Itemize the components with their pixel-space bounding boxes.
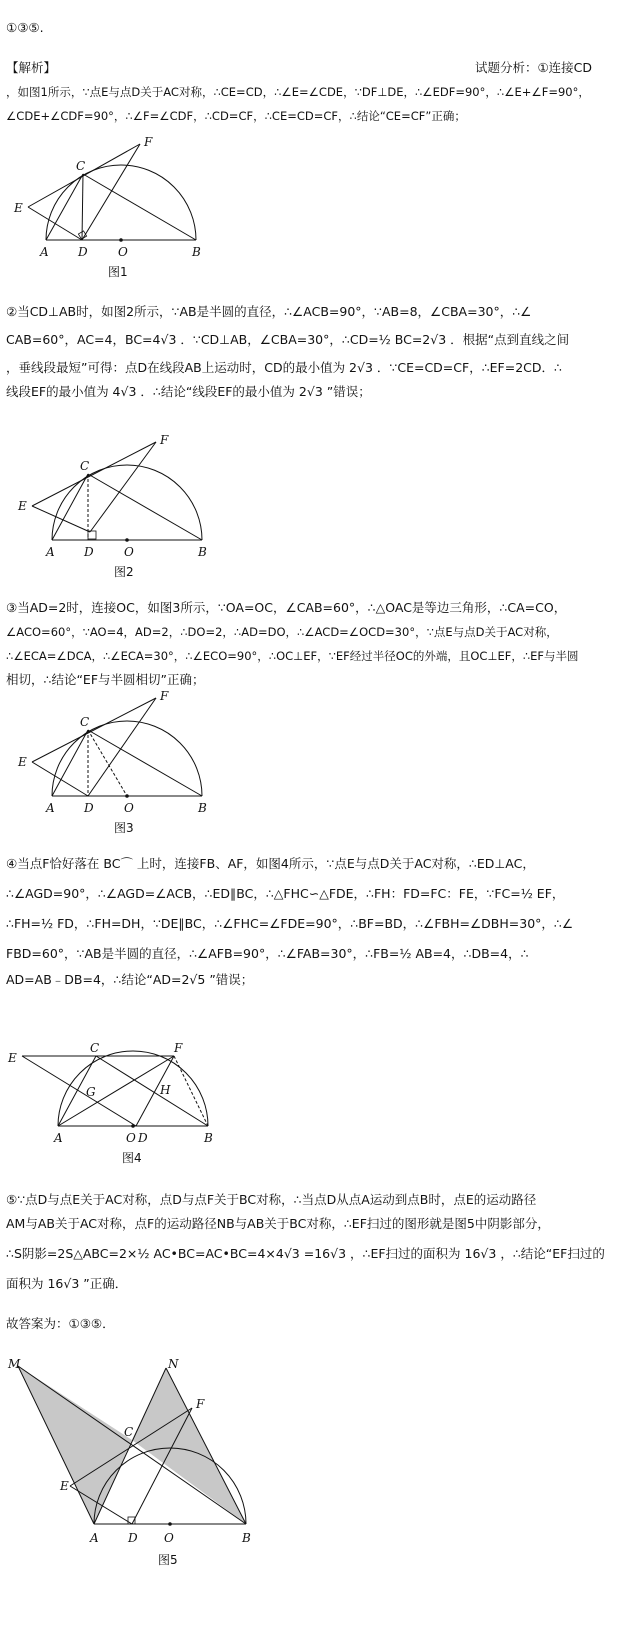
analysis-label: 【解析】 [6, 60, 57, 75]
fig3-label-d: D [84, 801, 94, 815]
fig3-label-a: A [46, 801, 55, 815]
fig5-label-f: F [196, 1397, 205, 1411]
fig5-label-e: E [60, 1479, 69, 1493]
fig1-caption: 图1 [108, 265, 128, 279]
fig1-label-a: A [40, 245, 49, 259]
fig1-label-b: B [192, 245, 201, 259]
analysis-line-3: ∠CDE+∠CDF=90°，∴∠F=∠CDF，∴CD=CF，∴CE=CD=CF，∴结论“CE=CF”正确； [6, 109, 466, 123]
fig3-label-o: O [124, 801, 134, 815]
figure-1 [10, 134, 230, 282]
fig1-label-d: D [78, 245, 88, 259]
top-answer: ①③⑤. [6, 20, 44, 35]
fig5-label-c: C [124, 1425, 134, 1439]
conclusion: 故答案为：①③⑤． [6, 1316, 115, 1331]
fig3-label-b: B [198, 801, 207, 815]
paragraph-2: ②当CD⊥AB时，如图2所示，∵AB是半圆的直径，∴∠ACB=90°，∵AB=8，∠CBA=30°，∴∠ CAB=60°，AC=4，BC=4√3 ．∵CD⊥AB，∠CBA=30°，∴CD=½ BC=2√3 ．根据“点到直线之间 ，垂线段最短”可得：点D在线段AB上运动时，CD的最小值为 2√3 ．∵CE=CD=CF，∴EF=2CD．∴ 线段EF的最小值为 4√3 ．∴结论“线段EF的最小值为 2√3 ”错误； [6, 304, 570, 399]
fig2-label-f: F [160, 433, 169, 447]
fig4-label-b: B [204, 1131, 213, 1145]
figure-5 [4, 1356, 264, 1580]
fig4-label-h: H [160, 1083, 171, 1097]
figure-4 [4, 1040, 234, 1170]
fig3-label-c: C [80, 715, 90, 729]
figure-2 [10, 432, 230, 580]
paragraph-3: ③当AD=2时，连接OC，如图3所示，∵OA=OC，∠CAB=60°，∴△OAC是等边三角形，∴CA=CO， ∠ACO=60°，∵AO=4，AD=2，∴DO=2，∴AD=DO，∴∠ACD=∠OCD=30°，∵点E与点D关于AC对称， ∴∠ECA=∠DCA，∴∠ECA=30°，∴∠ECO=90°，∴OC⊥EF，∵EF经过半径OC的外端，且OC⊥EF，∴EF与半圆 相切，∴结论“EF与半圆相切”正确； [6, 600, 579, 687]
fig2-label-b: B [198, 545, 207, 559]
fig1-label-o: O [118, 245, 128, 259]
fig2-label-c: C [80, 459, 90, 473]
fig2-caption: 图2 [114, 565, 134, 579]
fig5-caption: 图5 [158, 1553, 178, 1567]
fig4-label-c: C [90, 1041, 100, 1055]
fig4-label-d: D [138, 1131, 148, 1145]
fig5-label-a: A [90, 1531, 99, 1545]
fig4-label-o: O [126, 1131, 136, 1145]
fig3-caption: 图3 [114, 821, 134, 835]
fig4-label-g: G [86, 1085, 96, 1099]
fig1-label-e: E [14, 201, 23, 215]
fig5-label-o: O [164, 1531, 174, 1545]
fig4-label-a: A [54, 1131, 63, 1145]
fig3-label-e: E [18, 755, 27, 769]
fig2-label-e: E [18, 499, 27, 513]
analysis-block [6, 56, 622, 128]
fig5-label-m: M [8, 1357, 21, 1371]
fig5-label-b: B [242, 1531, 251, 1545]
fig4-label-e: E [8, 1051, 17, 1065]
paragraph-4: ④当点F恰好落在 BC⌒ 上时，连接FB、AF，如图4所示，∵点E与点D关于AC对称，∴ED⊥AC， ∴∠AGD=90°，∴∠AGD=∠ACB，∴ED∥BC，∴△FHC∽△FDE，∴FH：FD=FC：FE，∵FC=½ EF， ∴FH=½ FD，∴FH=DH，∵DE∥BC，∴∠FHC=∠FDE=90°，∴BF=BD，∴∠FBH=∠DBH=30°，∴∠ FBD=60°，∵AB是半圆的直径，∴∠AFB=90°，∴∠FAB=30°，∴FB=½ AB=4，∴DB=4，∴ AD=AB﹣DB=4，∴结论“AD=2√5 ”错误； [6, 856, 574, 987]
fig2-label-d: D [84, 545, 94, 559]
analysis-line-2: ，如图1所示，∵点E与点D关于AC对称，∴CE=CD，∴∠E=∠CDE，∵DF⊥DE，∴∠EDF=90°，∴∠E+∠F=90°， [6, 85, 590, 99]
paragraph-5: ⑤∵点D与点E关于AC对称，点D与点F关于BC对称，∴当点D从点A运动到点B时，点E的运动路径 AM与AB关于AC对称，点F的运动路径NB与AB关于BC对称，∴EF扫过的图形就是图5中阴影部分， ∴S阴影=2S△ABC=2×½ AC•BC=AC•BC=4×4√3 =16√3 ，∴EF扫过的面积为 16√3 ，∴结论“EF扫过的 面积为 16√3 ”正确． [6, 1192, 605, 1291]
fig5-label-d: D [128, 1531, 138, 1545]
fig1-label-c: C [76, 159, 86, 173]
fig2-label-o: O [124, 545, 134, 559]
figure-3 [10, 688, 230, 836]
fig1-label-f: F [144, 135, 153, 149]
fig4-label-f: F [174, 1041, 183, 1055]
fig4-caption: 图4 [122, 1151, 142, 1165]
fig3-label-f: F [160, 689, 169, 703]
fig5-label-n: N [168, 1357, 179, 1371]
analysis-intro: 试题分析：①连接CD [474, 60, 592, 75]
fig2-label-a: A [46, 545, 55, 559]
